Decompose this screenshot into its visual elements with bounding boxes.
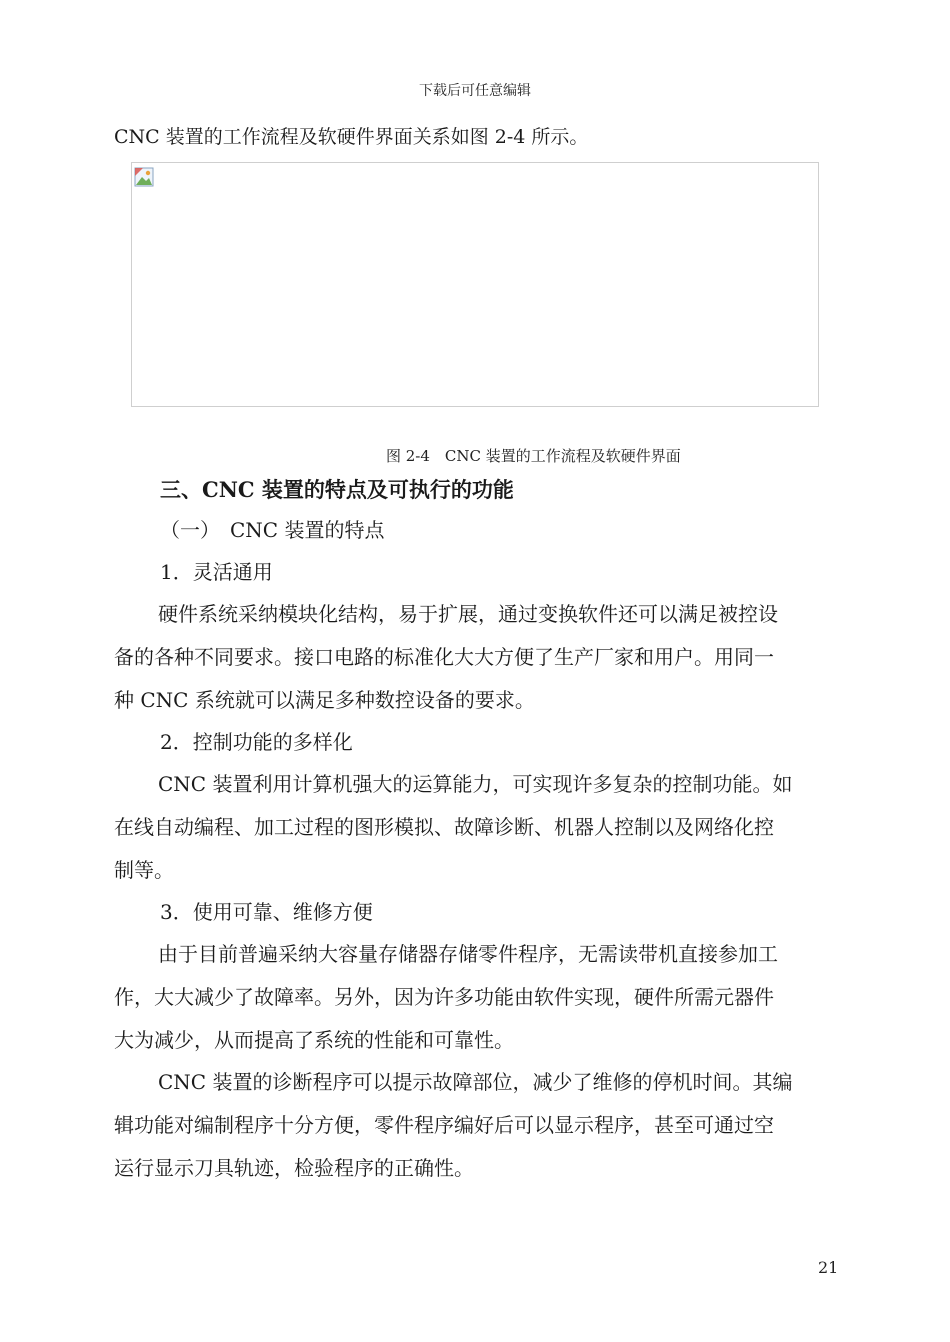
item-title: 3．使用可靠、维修方便 <box>160 900 373 924</box>
item-title: 1．灵活通用 <box>160 560 273 584</box>
paragraph-line: 备的各种不同要求。接口电路的标准化大大方便了生产厂家和用户。用同一 <box>114 645 774 669</box>
figure-caption: 图 2-4 CNC 装置的工作流程及软硬件界面 <box>386 447 681 465</box>
paragraph-line: 作，大大减少了故障率。另外，因为许多功能由软件实现，硬件所需元器件 <box>114 985 774 1009</box>
subsection-heading: （一） CNC 装置的特点 <box>160 518 385 542</box>
paragraph-line: 大为减少，从而提高了系统的性能和可靠性。 <box>114 1028 514 1052</box>
page-number: 21 <box>818 1258 839 1277</box>
page-header: 下载后可任意编辑 <box>419 83 531 99</box>
section-heading: 三、CNC 装置的特点及可执行的功能 <box>160 477 514 502</box>
paragraph-line: 种 CNC 系统就可以满足多种数控设备的要求。 <box>114 688 535 712</box>
paragraph-line: CNC 装置的诊断程序可以提示故障部位，减少了维修的停机时间。其编 <box>158 1070 793 1094</box>
item-title: 2．控制功能的多样化 <box>160 730 353 754</box>
intro-paragraph: CNC 装置的工作流程及软硬件界面关系如图 2-4 所示。 <box>114 126 589 148</box>
paragraph-line: 制等。 <box>114 858 174 882</box>
paragraph-line: 由于目前普遍采纳大容量存储器存储零件程序，无需读带机直接参加工 <box>158 942 778 966</box>
paragraph-line: 在线自动编程、加工过程的图形模拟、故障诊断、机器人控制以及网络化控 <box>114 815 774 839</box>
figure-placeholder <box>131 162 819 407</box>
paragraph-line: CNC 装置利用计算机强大的运算能力，可实现许多复杂的控制功能。如 <box>158 772 793 796</box>
paragraph-line: 运行显示刀具轨迹，检验程序的正确性。 <box>114 1156 474 1180</box>
paragraph-line: 硬件系统采纳模块化结构，易于扩展，通过变换软件还可以满足被控设 <box>158 602 778 626</box>
paragraph-line: 辑功能对编制程序十分方便，零件程序编好后可以显示程序，甚至可通过空 <box>114 1113 774 1137</box>
broken-image-icon <box>134 167 154 187</box>
